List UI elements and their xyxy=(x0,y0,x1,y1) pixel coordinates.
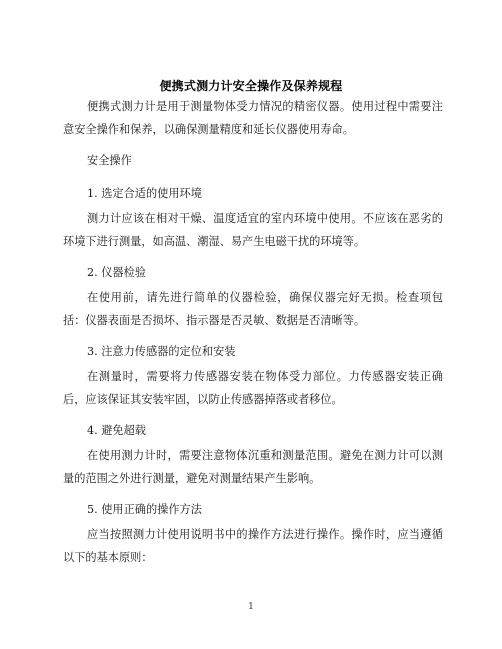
item-3-heading: 3. 注意力传感器的定位和安装 xyxy=(87,345,236,358)
item-3-body: 在测量时，需要将力传感器安装在物体受力部位。力传感器安装正确后，应该保证其安装牢固，以防止传感器掉落或者移位。 xyxy=(63,370,443,406)
item-4-heading: 4. 避免超载 xyxy=(87,424,146,437)
item-2-body: 在使用前，请先进行简单的仪器检验，确保仪器完好无损。检查项包括：仪器表面是否损坏、指示器是否灵敏、数据是否清晰等。 xyxy=(63,291,443,327)
intro-paragraph: 便携式测力计是用于测量物体受力情况的精密仪器。使用过程中需要注意安全操作和保养，以确保测量精度和延长仪器使用寿命。 xyxy=(63,100,443,136)
item-1-heading: 1. 选定合适的使用环境 xyxy=(87,187,202,200)
page-number: 1 xyxy=(248,602,254,612)
item-5-body: 应当按照测力计使用说明书中的操作方法进行操作。操作时，应当遵循以下的基本原则： xyxy=(63,528,443,564)
item-4-body: 在使用测力计时，需要注意物体沉重和测量范围。避免在测力计可以测量的范围之外进行测量，避免对测量结果产生影响。 xyxy=(63,449,443,485)
item-5-heading: 5. 使用正确的操作方法 xyxy=(87,503,202,516)
document-title: 便携式测力计安全操作及保养规程 xyxy=(159,79,343,93)
item-2-heading: 2. 仪器检验 xyxy=(87,266,146,279)
item-1-body: 测力计应该在相对干燥、温度适宜的室内环境中使用。不应该在恶劣的环境下进行测量，如高温、潮湿、易产生电磁干扰的环境等。 xyxy=(63,212,443,248)
section-heading-safety: 安全操作 xyxy=(87,154,132,167)
